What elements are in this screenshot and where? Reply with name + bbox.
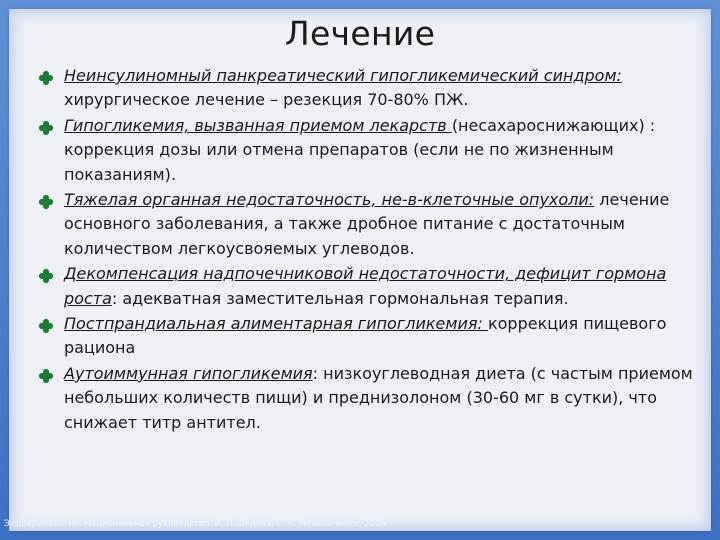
slide-title: Лечение: [284, 14, 436, 53]
item-body: коррекция пищевого рациона: [64, 314, 667, 358]
list-item-text: [64, 64, 694, 113]
source-footnote: Эндокринология. Национальное руководство. И. И. Дедова, Г. А. Мельниченко, 2016.: [4, 519, 389, 529]
item-heading: Аутоиммунная гипогликемия: [64, 363, 313, 383]
item-heading: Неинсулиномный панкреатический гипогликемический синдром:: [64, 66, 622, 85]
item-heading: Декомпенсация надпочечниковой недостаточности, дефицит гормона роста: [64, 264, 667, 308]
list-item: [34, 188, 694, 261]
diamond-clover-bullet-icon: [38, 368, 54, 384]
item-heading: Гипогликемия, вызванная приемом лекарств: [64, 115, 452, 135]
list-item-text: [64, 188, 694, 261]
item-heading: Тяжелая органная недостаточность, не-в-клеточные опухоли:: [64, 190, 595, 210]
diamond-clover-bullet-icon: [38, 70, 54, 86]
list-item-text: [64, 262, 694, 311]
item-body: : низкоуглеводная диета (с частым приемом небольших количеств пищи) и преднизолоном (30-60 мг в сутки), что снижает титр антител.: [64, 363, 693, 432]
list-item: [34, 64, 694, 113]
item-body: лечение основного заболевания, а также дробное питание с достаточным количеством легкоусвояемых углеводов.: [64, 190, 670, 258]
list-item-text: [64, 362, 694, 435]
list-item-text: [64, 114, 694, 187]
item-body: : адекватная заместительная гормональная терапия.: [111, 288, 569, 308]
list-item: [34, 312, 694, 361]
diamond-clover-bullet-icon: [38, 268, 54, 284]
list-item: [34, 362, 694, 435]
list-item: [34, 114, 694, 187]
list-item: [34, 262, 694, 311]
item-body: хирургическое лечение – резекция 70-80% ПЖ.: [64, 90, 469, 110]
treatment-list: [34, 64, 694, 436]
item-body: (несахароснижающих) : коррекция дозы или отмена препаратов (если не по жизненным показаниям).: [64, 115, 656, 184]
diamond-clover-bullet-icon: [38, 194, 54, 210]
list-item-text: [64, 312, 694, 361]
diamond-clover-bullet-icon: [38, 120, 54, 136]
diamond-clover-bullet-icon: [38, 318, 54, 334]
item-heading: Постпрандиальная алиментарная гипогликемия:: [64, 314, 488, 334]
